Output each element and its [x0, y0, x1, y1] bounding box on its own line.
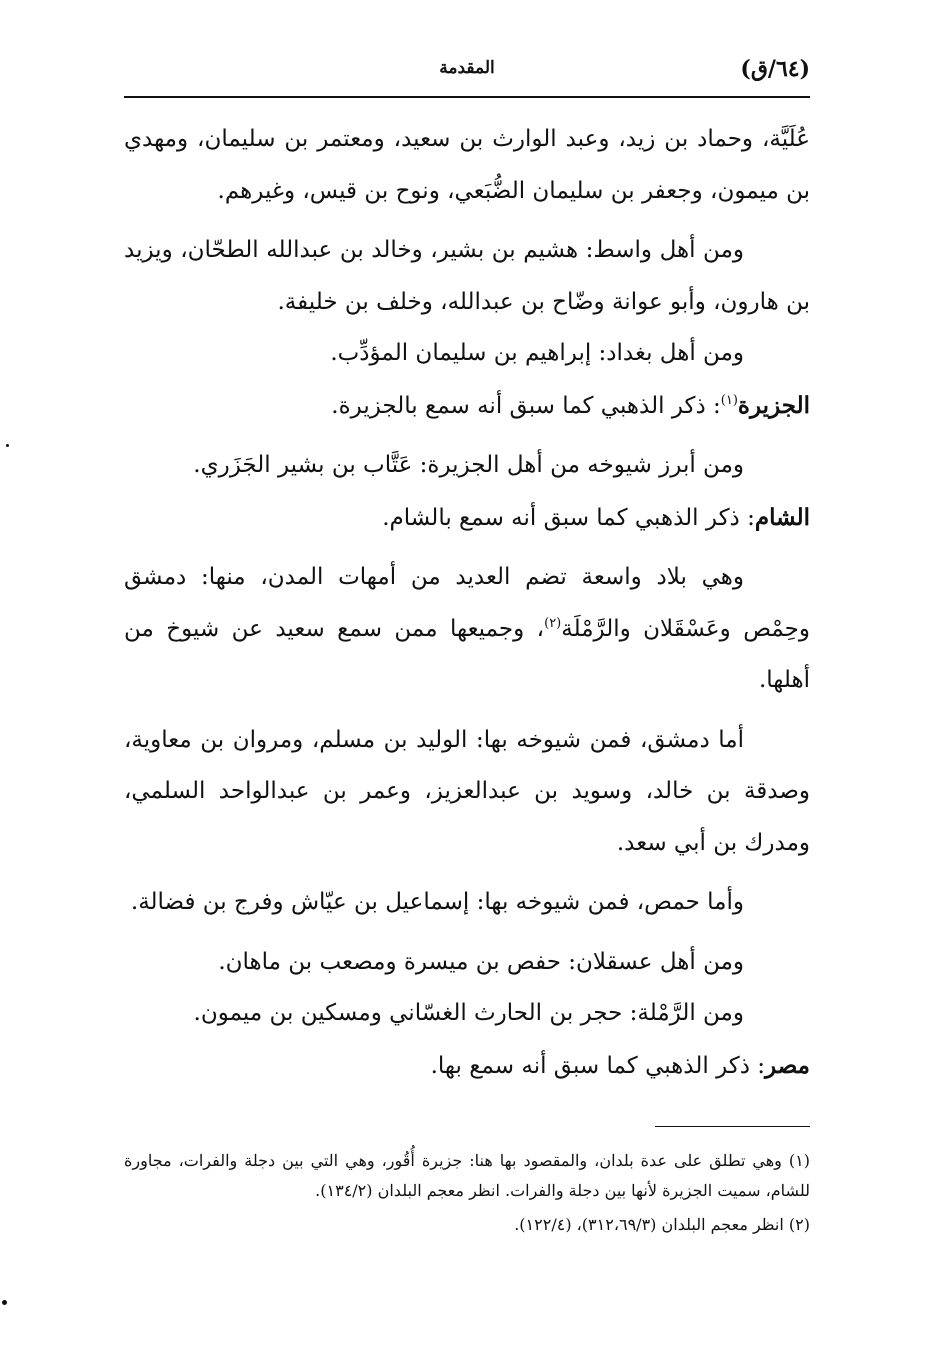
paragraph-text: ومن أهل واسط: هشيم بن بشير، وخالد بن عبدالله الطحّان، ويزيد بن هارون، وأبو عوانة وضّاح بن عبدالله، وخلف بن خليفة.	[124, 237, 810, 315]
section-heading-misr: مصر	[765, 1051, 810, 1079]
header-rule	[124, 96, 810, 98]
scan-speck	[2, 1300, 7, 1305]
paragraph	[124, 225, 810, 328]
paragraph-text: : ذكر الذهبي كما سبق أنه سمع بها.	[430, 1052, 766, 1079]
paragraph	[124, 380, 810, 433]
page-header	[124, 52, 810, 88]
page-number: (٦٤/ق)	[740, 56, 810, 82]
footnote-ref: (١)	[720, 392, 738, 408]
footnotes	[124, 1146, 810, 1240]
paragraph	[124, 492, 810, 545]
running-title: المقدمة	[439, 58, 495, 78]
paragraph	[124, 114, 810, 217]
main-text	[124, 114, 810, 1092]
paragraph-text: أما دمشق، فمن شيوخه بها: الوليد بن مسلم، ومروان بن معاوية، وصدقة بن خالد، وسويد بن عبدالعزيز، وعمر بن عبدالواحد السلمي، ومدرك بن أبي سعد.	[124, 726, 810, 856]
footnote: (٢) انظر معجم البلدان (٣١٢،٦٩/٣)، (١٢٢/٤).	[514, 1215, 810, 1234]
paragraph-text: ومن أهل عسقلان: حفص بن ميسرة ومصعب بن ماهان.	[218, 948, 744, 975]
paragraph-text: : ذكر الذهبي كما سبق أنه سمع بالشام.	[382, 504, 755, 531]
paragraph	[124, 877, 810, 929]
paragraph	[124, 1040, 810, 1093]
footnote-separator	[655, 1126, 810, 1127]
paragraph	[124, 715, 810, 870]
paragraph-text: عُلَيَّة، وحماد بن زيد، وعبد الوارث بن سعيد، ومعتمر بن سليمان، ومهدي بن ميمون، وجعفر بن سليمان الضُّبَعي، ونوح بن قيس، وغيرهم.	[124, 126, 810, 204]
paragraph	[124, 988, 810, 1040]
paragraph-text: ومن أبرز شيوخه من أهل الجزيرة: عَتَّاب بن بشير الجَزَري.	[193, 452, 744, 478]
footnote: (١) وهي تطلق على عدة بلدان، والمقصود بها هنا: جزيرة أُقُور، وهي التي بين دجلة والفرات، مجاورة للشام، سميت الجزيرة لأنها بين دجلة والفرات. انظر معجم البلدان (١٣٤/٢).	[124, 1151, 810, 1200]
paragraph-text: : ذكر الذهبي كما سبق أنه سمع بالجزيرة.	[331, 392, 721, 419]
paragraph-text: ومن الرَّمْلة: حجر بن الحارث الغسّاني ومسكين بن ميمون.	[193, 1000, 744, 1026]
paragraph	[124, 552, 810, 707]
paragraph-text: ، وجميعها ممن سمع سعيد عن شيوخ من أهلها.	[124, 615, 810, 693]
footnote-ref: (٢)	[544, 615, 562, 631]
section-heading-sham: الشام	[754, 503, 810, 531]
paragraph-text: وأما حمص، فمن شيوخه بها: إسماعيل بن عيّاش وفرج بن فضالة.	[130, 889, 744, 915]
paragraph-text: ومن أهل بغداد: إبراهيم بن سليمان المؤدِّب.	[330, 340, 744, 366]
paragraph	[124, 937, 810, 989]
paragraph	[124, 328, 810, 380]
scan-speck	[6, 444, 9, 447]
paragraph-text: وهي بلاد واسعة تضم العديد من أمهات المدن، منها: دمشق وحِمْص وعَسْقَلان والرَّمْلَة	[124, 564, 810, 642]
section-heading-jazira: الجزيرة	[737, 391, 810, 419]
paragraph	[124, 440, 810, 492]
